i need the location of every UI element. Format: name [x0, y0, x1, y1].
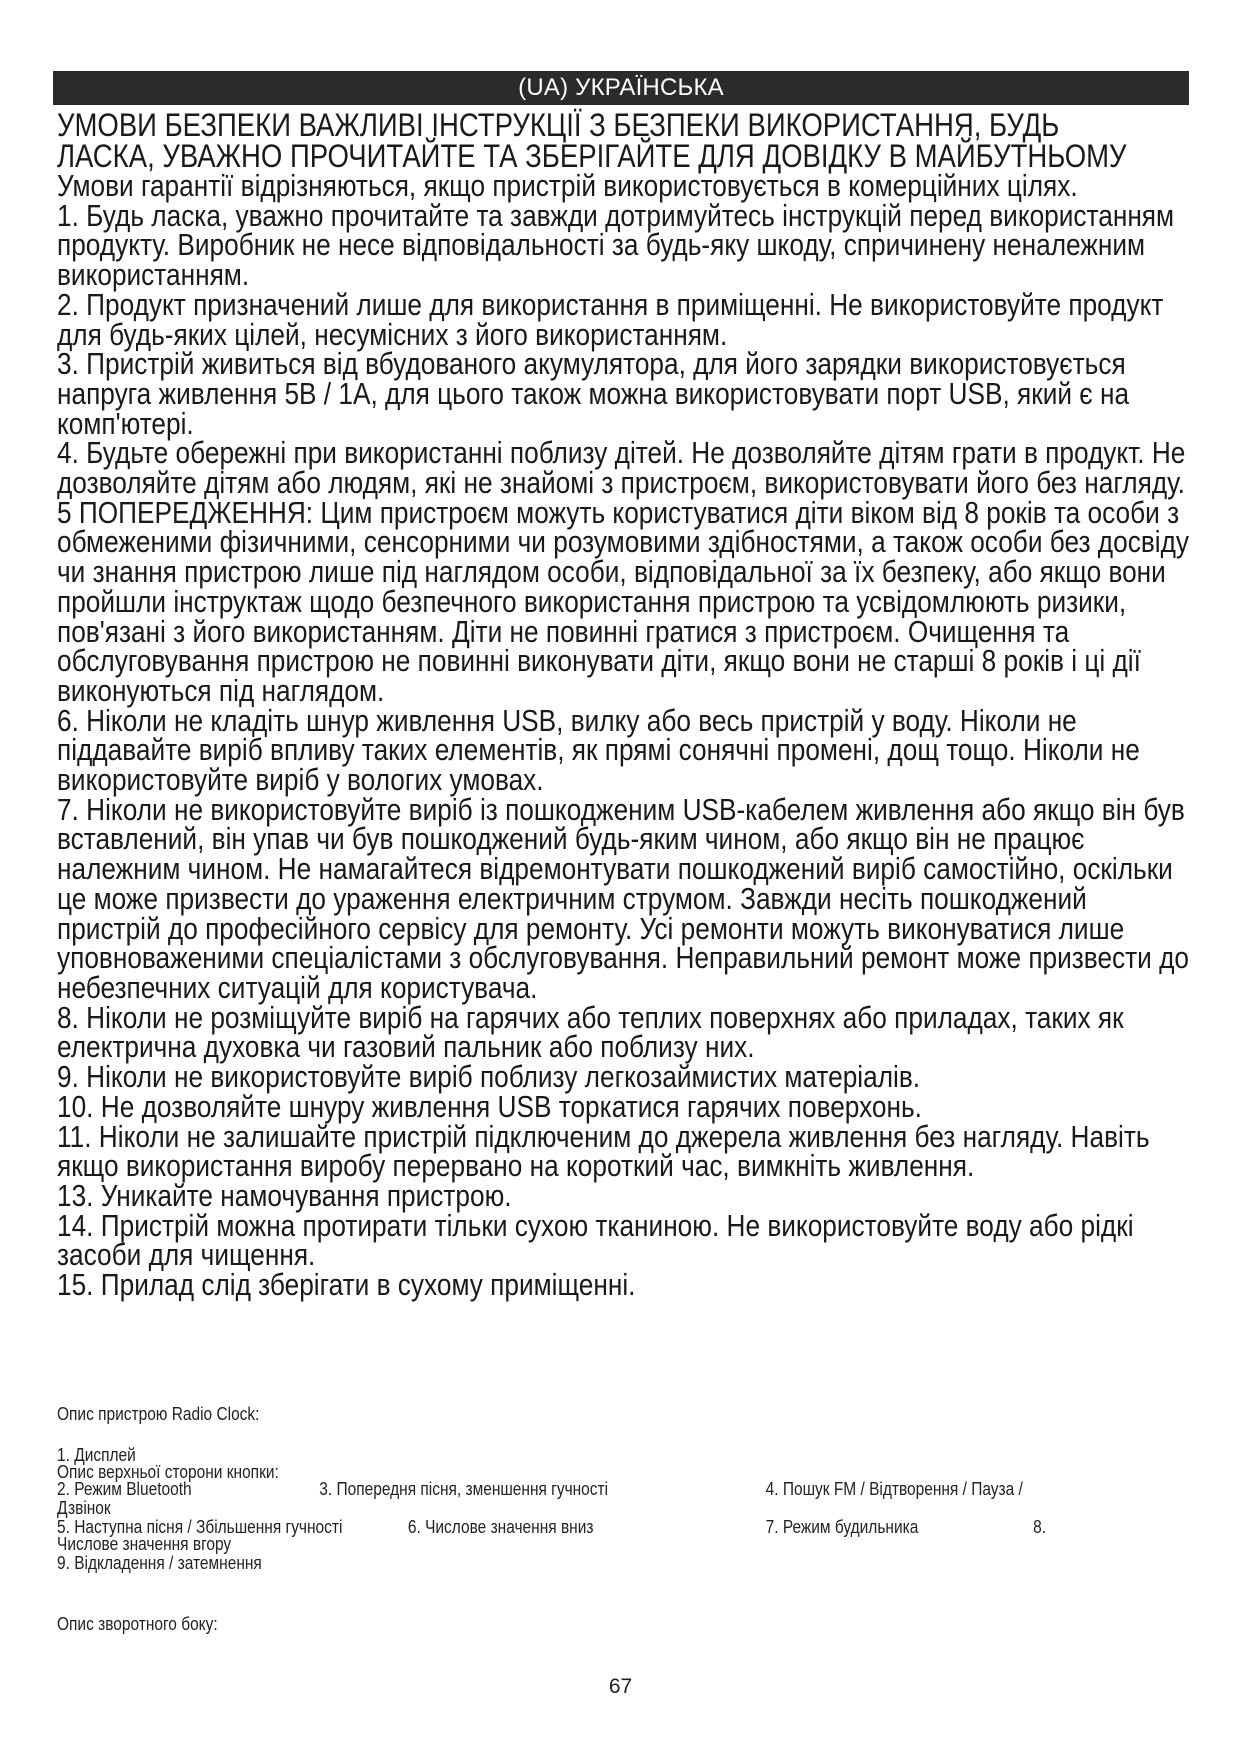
part-value-down: 6. Числове значення вниз	[407, 1517, 594, 1537]
top-buttons-title: Опис верхньої сторони кнопки:	[57, 1462, 279, 1482]
part-value-up-number: 8.	[1033, 1517, 1047, 1537]
part-previous-song: 3. Попередня пісня, зменшення гучності	[319, 1479, 609, 1499]
device-parts-list	[57, 1445, 1175, 1573]
instruction-paragraph: 9. Ніколи не використовуйте виріб поблизу легкозаймистих матеріалів.	[57, 1060, 921, 1095]
page-number: 67	[608, 1675, 633, 1698]
instruction-paragraph: 8. Ніколи не розміщуйте виріб на гарячих або теплих поверхнях або приладах, таких як електрична духовка чи газовий пальник або поблизу них.	[57, 1000, 1124, 1065]
instruction-paragraph: 5 ПОПЕРЕДЖЕННЯ: Цим пристроєм можуть користуватися діти віком від 8 років та особи з обмеженими фізичними, сенсорними чи розумовими здібностями, а також особи без досвіду чи знання пристрою лише під наглядом особи, відповідальної за їх безпеку, або якщо вони пройшли інструктаж щодо безпечного використання пристрою та усвідомлюють ризики, пов'язані з його використанням. Діти не повинні гратися з пристроєм. Очищення та обслуговування пристрою не повинні виконувати діти, якщо вони не старші 8 років і ці дії виконуються під наглядом.	[57, 495, 1190, 708]
instruction-paragraph: 2. Продукт призначений лише для використання в приміщенні. Не використовуйте продукт для будь-яких цілей, несумісних з його використанням.	[57, 287, 1164, 352]
part-alarm-mode: 7. Режим будильника	[765, 1517, 919, 1537]
part-next-song: 5. Наступна пісня / Збільшення гучності	[57, 1517, 343, 1537]
instruction-paragraph: 7. Ніколи не використовуйте виріб із пошкодженим USB-кабелем живлення або якщо він був вставлений, він упав чи був пошкоджений будь-яким чином, або якщо він не працює належним чином. Не намагайтеся відремонтувати пошкоджений виріб самостійно, оскільки це може призвести до ураження електричним струмом. Завжди несіть пошкоджений пристрій до професійного сервісу для ремонту. Усі ремонти можуть виконуватися лише уповноваженими спеціалістами з обслуговування. Неправильний ремонт може призвести до небезпечних ситуацій для користувача.	[57, 792, 1189, 1005]
part-snooze-dimmer: 9. Відкладення / затемнення	[57, 1553, 262, 1573]
instruction-paragraph: 4. Будьте обережні при використанні поблизу дітей. Не дозволяйте дітям грати в продукт. Не дозволяйте дітям або людям, які не знайомі з пристроєм, використовувати його без нагляду.	[57, 436, 1186, 501]
instruction-paragraph: 1. Будь ласка, уважно прочитайте та завжди дотримуйтесь інструкцій перед використанням продукту. Виробник не несе відповідальності за будь-яку шкоду, спричинену неналежним використанням.	[57, 198, 1175, 293]
instruction-paragraph: 10. Не дозволяйте шнуру живлення USB торкатися гарячих поверхонь.	[57, 1089, 922, 1124]
part-display: 1. Дисплей	[57, 1445, 136, 1465]
language-label: (UA) УКРАЇНСЬКА	[518, 74, 724, 101]
safety-instructions	[57, 107, 1190, 1303]
instruction-paragraph: Умови гарантії відрізняються, якщо пристрій використовується в комерційних цілях.	[57, 169, 1078, 203]
part-value-up: Числове значення вгору	[57, 1534, 232, 1554]
instruction-paragraph: 3. Пристрій живиться від вбудованого акумулятора, для його зарядки використовується напруга живлення 5В / 1А, для цього також можна використовувати порт USB, який є на комп'ютері.	[57, 347, 1130, 441]
device-description-title: Опис пристрою Radio Clock:	[57, 1404, 260, 1424]
instruction-paragraph: 11. Ніколи не залишайте пристрій підключеним до джерела живлення без нагляду. Навіть якщо використання виробу перервано на короткий час, вимкніть живлення.	[57, 1119, 1150, 1184]
part-bluetooth-mode: 2. Режим Bluetooth	[57, 1479, 192, 1499]
instruction-paragraph: 6. Ніколи не кладіть шнур живлення USB, вилку або весь пристрій у воду. Ніколи не піддавайте виріб впливу таких елементів, як прямі сонячні промені, дощ тощо. Ніколи не використовуйте виріб у вологих умовах.	[57, 703, 1140, 798]
instruction-paragraph: 13. Уникайте намочування пристрою.	[57, 1178, 512, 1213]
page-title: УМОВИ БЕЗПЕКИ ВАЖЛИВІ ІНСТРУКЦІЇ З БЕЗПЕКИ ВИКОРИСТАННЯ, БУДЬ ЛАСКА, УВАЖНО ПРОЧИТАЙТЕ ТА ЗБЕРІГАЙТЕ ДЛЯ ДОВІДКУ В МАЙБУТНЬОМУ	[57, 107, 1127, 174]
instruction-paragraph: 14. Пристрій можна протирати тільки сухою тканиною. Не використовуйте воду або рідкі засоби для чищення.	[57, 1208, 1134, 1273]
back-side-title: Опис зворотного боку:	[57, 1614, 218, 1634]
language-header-bar	[53, 71, 1189, 105]
instruction-paragraph: 15. Прилад слід зберігати в сухому приміщенні.	[57, 1268, 636, 1303]
part-fm-search: 4. Пошук FM / Відтворення / Пауза /	[765, 1479, 1023, 1499]
part-fm-search-cont: Дзвінок	[57, 1498, 111, 1518]
paragraph-list	[57, 169, 1190, 1303]
